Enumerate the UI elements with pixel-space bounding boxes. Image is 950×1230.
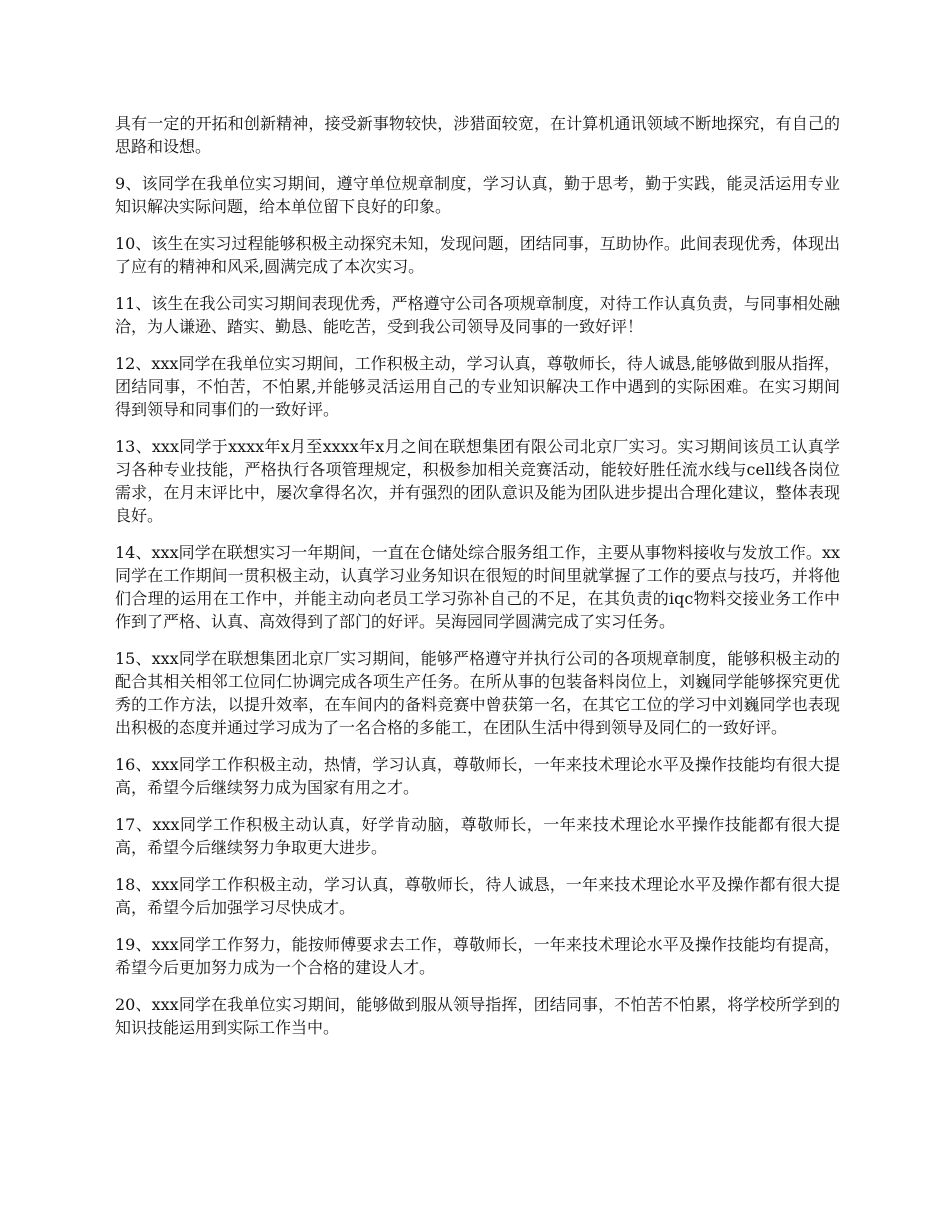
paragraph-18: 18、xxx同学工作积极主动，学习认真，尊敬师长，待人诚恳，一年来技术理论水平及操作都有很大提高，希望今后加强学习尽快成才。 xyxy=(115,875,840,917)
paragraph-16: 16、xxx同学工作积极主动，热情，学习认真，尊敬师长，一年来技术理论水平及操作技能均有很大提高，希望今后继续努力成为国家有用之才。 xyxy=(115,755,840,797)
paragraph-19: 19、xxx同学工作努力，能按师傅要求去工作，尊敬师长，一年来技术理论水平及操作技能均有提高，希望今后更加努力成为一个合格的建设人才。 xyxy=(115,935,840,977)
paragraph-11: 11、该生在我公司实习期间表现优秀，严格遵守公司各项规章制度，对待工作认真负责，与同事相处融洽，为人谦逊、踏实、勤恳、能吃苦，受到我公司领导及同事的一致好评！ xyxy=(115,294,840,336)
paragraph-14: 14、xxx同学在联想实习一年期间，一直在仓储处综合服务组工作，主要从事物料接收与发放工作。xx同学在工作期间一贯积极主动，认真学习业务知识在很短的时间里就掌握了工作的要点与技巧，并将他们合理的运用在工作中，并能主动向老员工学习弥补自己的不足，在其负责的iqc物料交接业务工作中作到了严格、认真、高效得到了部门的好评。吴海园同学圆满完成了实习任务。 xyxy=(115,543,840,631)
paragraph-9: 9、该同学在我单位实习期间，遵守单位规章制度，学习认真，勤于思考，勤于实践，能灵活运用专业知识解决实际问题，给本单位留下良好的印象。 xyxy=(115,174,840,216)
paragraph-10: 10、该生在实习过程能够积极主动探究未知，发现问题，团结同事，互助协作。此间表现优秀，体现出了应有的精神和风采,圆满完成了本次实习。 xyxy=(115,234,840,276)
paragraph-12: 12、xxx同学在我单位实习期间，工作积极主动，学习认真，尊敬师长，待人诚恳,能够做到服从指挥，团结同事，不怕苦，不怕累,并能够灵活运用自己的专业知识解决工作中遇到的实际困难。在实习期间得到领导和同事们的一致好评。 xyxy=(115,354,840,419)
paragraph-15: 15、xxx同学在联想集团北京厂实习期间，能够严格遵守并执行公司的各项规章制度，能够积极主动的配合其相关相邻工位同仁协调完成各项生产任务。在所从事的包装备料岗位上，刘巍同学能够探究更优秀的工作方法，以提升效率，在车间内的备料竞赛中曾获第一名，在其它工位的学习中刘巍同学也表现出积极的态度并通过学习成为了一名合格的多能工，在团队生活中得到领导及同仁的一致好评。 xyxy=(115,649,840,737)
paragraph-intro: 具有一定的开拓和创新精神，接受新事物较快，涉猎面较宽，在计算机通讯领域不断地探究，有自己的思路和设想。 xyxy=(115,114,840,156)
paragraph-20: 20、xxx同学在我单位实习期间，能够做到服从领导指挥，团结同事，不怕苦不怕累，将学校所学到的知识技能运用到实际工作当中。 xyxy=(115,995,840,1037)
document-page xyxy=(115,112,840,1053)
paragraph-13: 13、xxx同学于xxxx年x月至xxxx年x月之间在联想集团有限公司北京厂实习。实习期间该员工认真学习各种专业技能，严格执行各项管理规定，积极参加相关竞赛活动，能较好胜任流水线与cell线各岗位需求，在月末评比中，屡次拿得名次，并有强烈的团队意识及能为团队进步提出合理化建议，整体表现良好。 xyxy=(115,437,840,525)
paragraph-17: 17、xxx同学工作积极主动认真，好学肯动脑，尊敬师长，一年来技术理论水平操作技能都有很大提高，希望今后继续努力争取更大进步。 xyxy=(115,815,840,857)
